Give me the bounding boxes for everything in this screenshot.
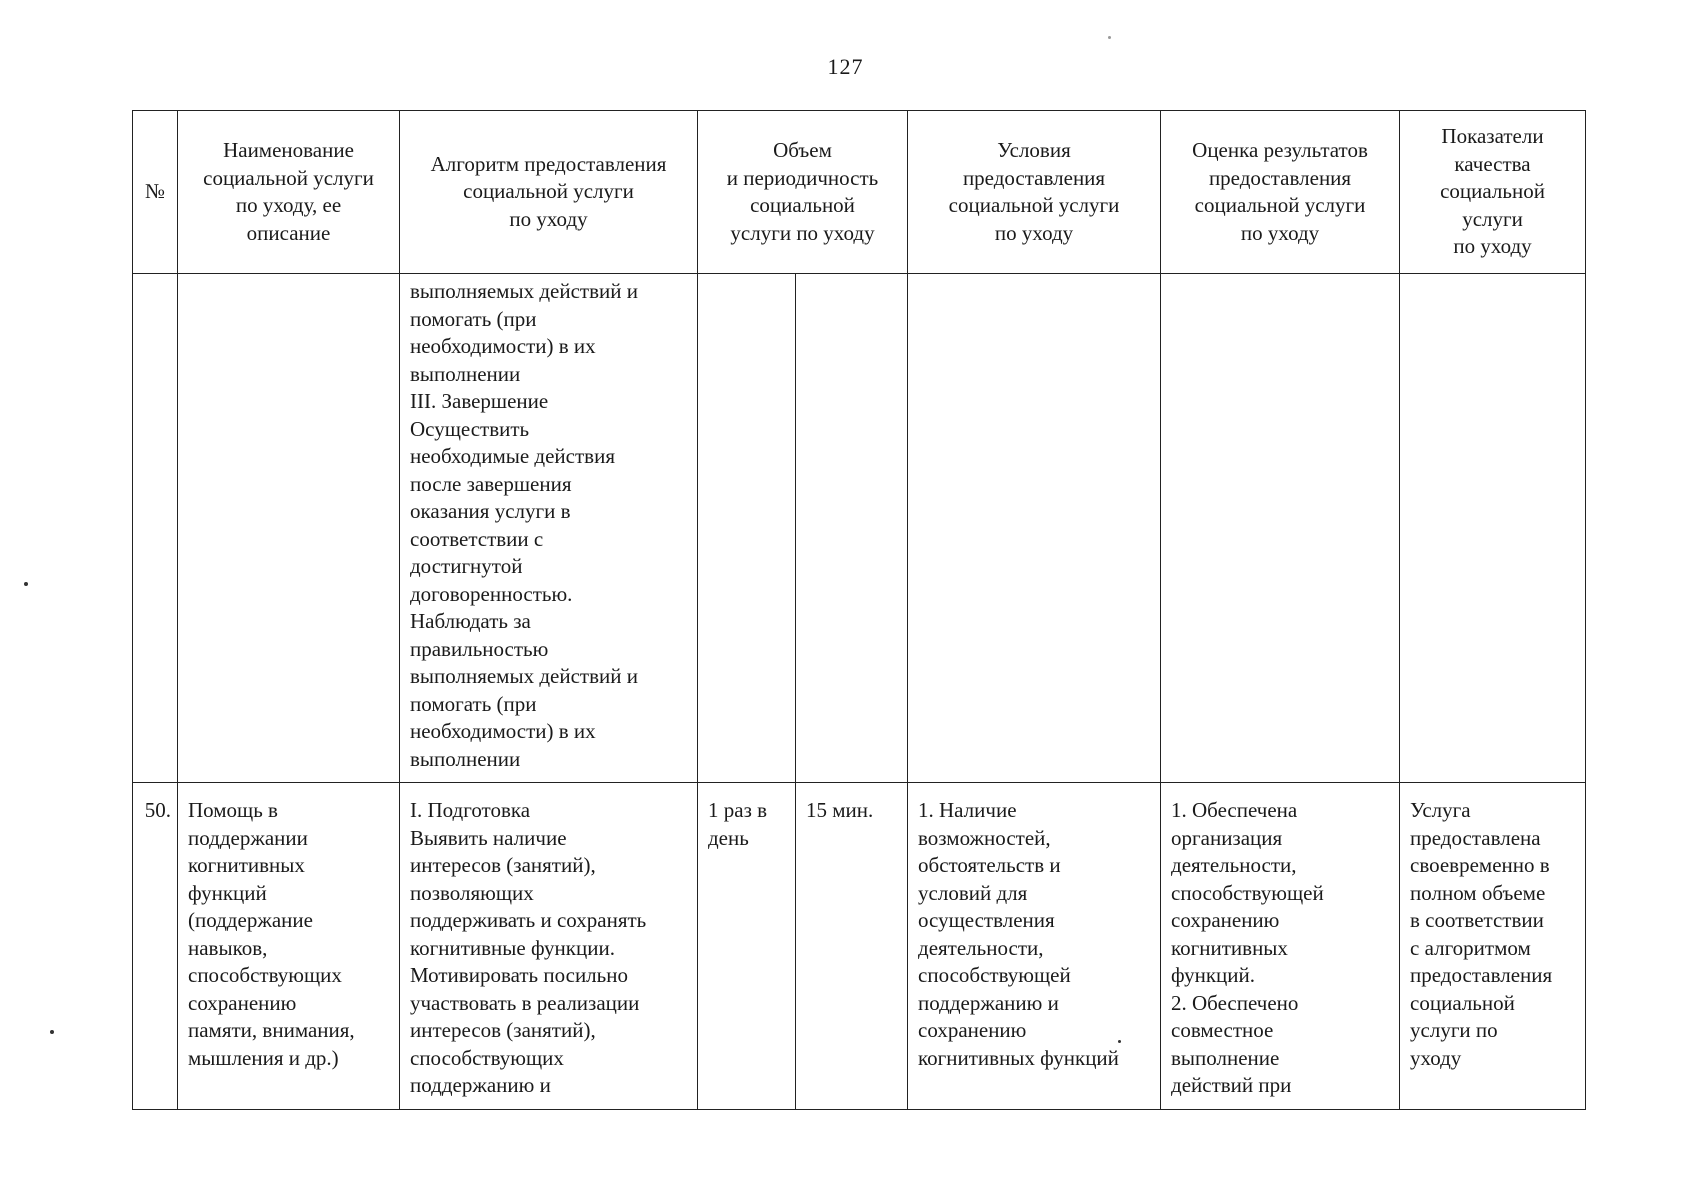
cell-number: 50.	[133, 783, 178, 1110]
cell-service-name: Помощь в поддержании когнитивных функций (поддержание навыков, способствующих сохранению памяти, внимания, мышления и др.)	[178, 783, 400, 1110]
scan-speck	[1118, 1040, 1121, 1043]
table-row	[133, 274, 1586, 783]
cell-frequency	[698, 274, 796, 783]
page-number: 127	[827, 54, 864, 79]
header-quality: Показатели качества социальной услуги по уходу	[1400, 111, 1586, 274]
header-conditions: Условия предоставления социальной услуги по уходу	[908, 111, 1161, 274]
cell-conditions: 1. Наличие возможностей, обстоятельств и условий для осуществления деятельности, способствующей поддержанию и сохранению когнитивных функций	[908, 783, 1161, 1110]
cell-duration: 15 мин.	[796, 783, 908, 1110]
cell-evaluation	[1161, 274, 1400, 783]
cell-number	[133, 274, 178, 783]
cell-quality: Услуга предоставлена своевременно в полном объеме в соответствии с алгоритмом предоставления социальной услуги по уходу	[1400, 783, 1586, 1110]
header-service-name: Наименование социальной услуги по уходу, ее описание	[178, 111, 400, 274]
cell-frequency: 1 раз в день	[698, 783, 796, 1110]
scan-speck	[1108, 36, 1111, 39]
cell-algorithm: выполняемых действий и помогать (при необходимости) в их выполнении III. Завершение Осуществить необходимые действия после завершения оказания услуги в соответствии с достигнутой договоренностью. Наблюдать за правильностью выполняемых действий и помогать (при необходимости) в их выполнении	[400, 274, 698, 783]
social-services-table	[132, 110, 1586, 1110]
cell-conditions	[908, 274, 1161, 783]
cell-duration	[796, 274, 908, 783]
table-header-row	[133, 111, 1586, 274]
header-volume-frequency: Объем и периодичность социальной услуги по уходу	[698, 111, 908, 274]
table-row	[133, 783, 1586, 1110]
cell-evaluation: 1. Обеспечена организация деятельности, способствующей сохранению когнитивных функций. 2. Обеспечено совместное выполнение действий при	[1161, 783, 1400, 1110]
scan-speck	[24, 582, 28, 586]
cell-algorithm: I. Подготовка Выявить наличие интересов (занятий), позволяющих поддерживать и сохранять когнитивные функции. Мотивировать посильно участвовать в реализации интересов (занятий), способствующих поддержанию и	[400, 783, 698, 1110]
scan-speck	[50, 1030, 54, 1034]
cell-quality	[1400, 274, 1586, 783]
header-algorithm: Алгоритм предоставления социальной услуги по уходу	[400, 111, 698, 274]
header-evaluation: Оценка результатов предоставления социальной услуги по уходу	[1161, 111, 1400, 274]
cell-service-name	[178, 274, 400, 783]
header-number: №	[133, 111, 178, 274]
